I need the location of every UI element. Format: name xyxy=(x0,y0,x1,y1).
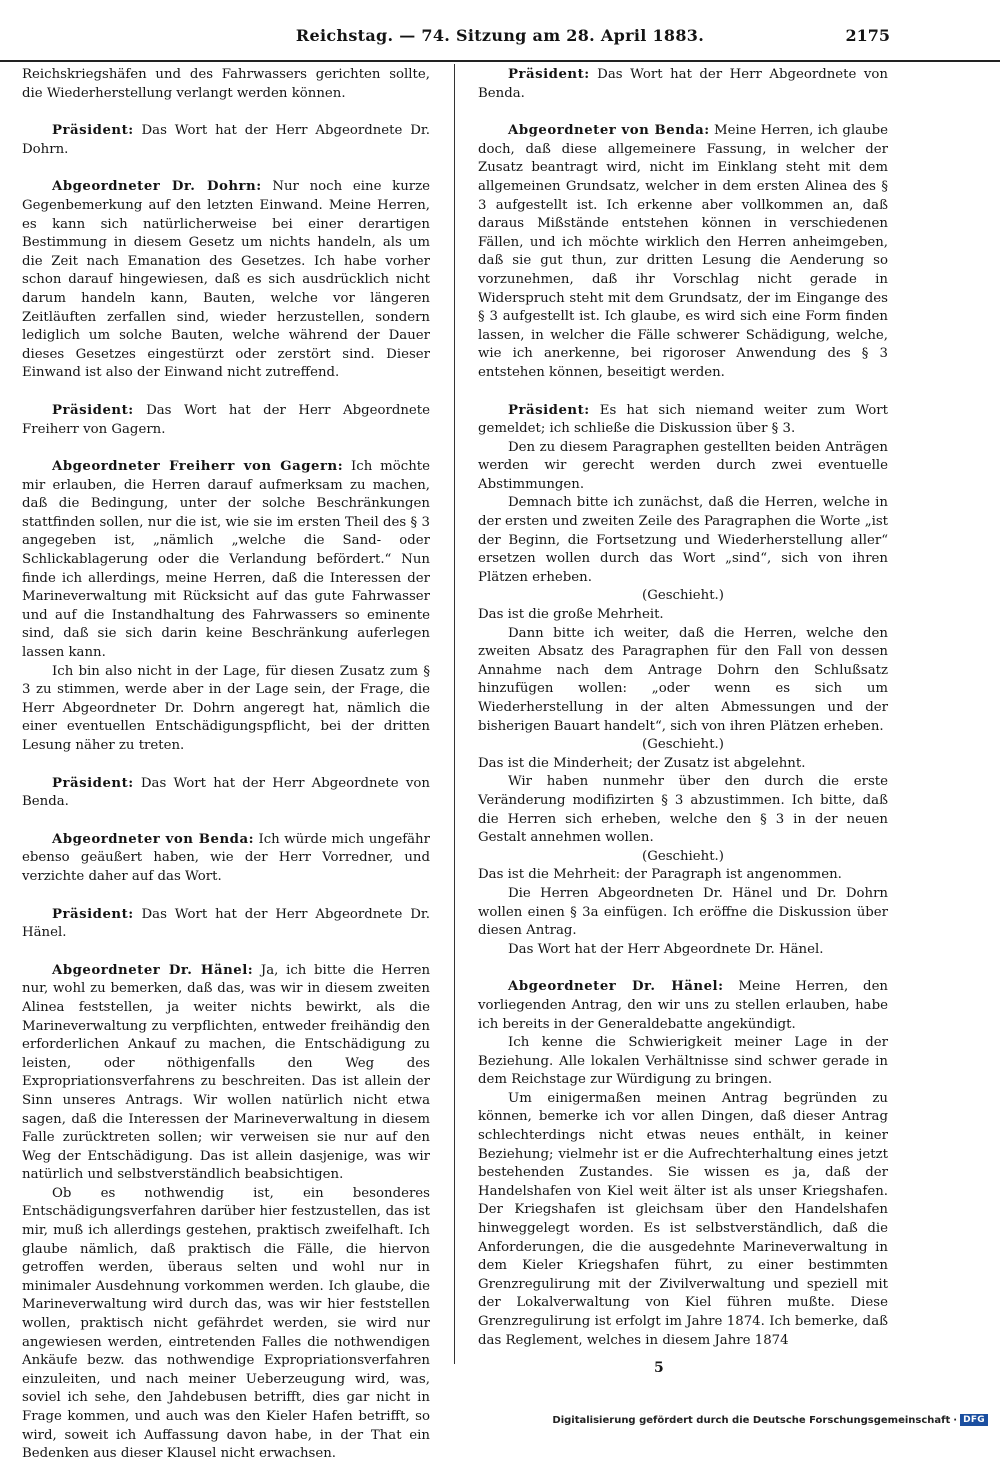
speech-text: Meine Herren, den vorliegenden Antrag, den wir uns zu stellen erlauben, habe ich bereits in der Generaldebatte angekündigt. xyxy=(478,979,888,1032)
speaker-name: Präsident: xyxy=(52,123,134,139)
speaker-name: Abgeordneter Dr. Hänel: xyxy=(52,962,254,978)
speech-text: Das Wort hat der Herr Abgeordnete Dr. Hänel. xyxy=(22,906,430,941)
speech-text: Das Wort hat der Herr Abgeordnete von Benda. xyxy=(478,67,888,101)
speech-paragraph xyxy=(22,831,430,887)
text-paragraph: (Geschieht.) xyxy=(642,737,724,753)
speech-text: Nur noch eine kurze Gegenbemerkung auf den letzten Einwand. Meine Herren, es kann sich natürlicherweise bei einer derartigen Bestimmung in diesem Gesetz um nichts handeln, als um die Zeit nach Emanation des Gesetzes. Ich habe vorher schon darauf hingewiesen, daß es sich ausdrücklich nicht darum handeln kann, Bauten, welche vor längeren Zeitläuften zerfallen sind, wieder herzustellen, sondern lediglich um solche Bauten, welche während der Dauer dieses Gesetzes eingestürzt oder zerstört sind. Dieser Einwand ist also der Einwand nicht zutreffend. xyxy=(22,179,430,381)
speech-paragraph xyxy=(478,402,888,439)
text-paragraph: Um einigermaßen meinen Antrag begründen zu können, bemerke ich vor allen Dingen, daß dieser Antrag schlechterdings nicht etwas neues enthält, in keiner Beziehung; vielmehr ist er die Aufrechterhaltung eines jetzt bestehenden Zustandes. Sie wissen es ja, daß der Handelshafen von Kiel weit älter ist als unser Kriegshafen. Der Kriegshafen ist gleichsam über den Handelshafen hinweggelegt worden. Es ist selbstverständlich, daß die Anforderungen, die die ausgedehnte Marineverwaltung in dem Kieler Kriegshafen führt, zu einer bestimmten Grenzregulirung mit der Zivilverwaltung und speziell mit der Lokalverwaltung von Kiel führen mußte. Diese Grenzregulirung ist erfolgt im Jahre 1874. Ich bemerke, daß das Reglement, welches in diesem Jahre 1874 xyxy=(478,1090,888,1348)
text-paragraph: Wir haben nunmehr über den durch die erste Veränderung modifizirten § 3 abzustimmen. Ich bitte, daß die Herren sich erheben, welche den § 3 in der neuen Gestalt annehmen wollen. xyxy=(478,774,888,846)
speech-paragraph xyxy=(22,122,430,159)
speech-text: Das Wort hat der Herr Abgeordnete Freiherr von Gagern. xyxy=(22,402,430,437)
speech-paragraph xyxy=(478,122,888,382)
text-paragraph: Ob es nothwendig ist, ein besonderes Entschädigungsverfahren darüber hier festzustellen, das ist mir, muß ich allerdings gestehen, praktisch zweifelhaft. Ich glaube nämlich, daß praktisch die Fälle, die hiervon getroffen werden, überaus selten und wohl nur in minimaler Ausdehnung vorkommen werden. Ich glaube, die Marineverwaltung wird durch das, was wir hier feststellen wollen, praktisch nicht gefährdet werden, sie wird nur angewiesen werden, eintretenden Falles die nothwendigen Ankäufe bezw. das nothwendige Expropriationsverfahren einzuleiten, und nach meiner Ueberzeugung wird, was, soviel ich sehe, den Jahdebusen betrifft, dies gar nicht in Frage kommen, und auch was den Kieler Hafen betrifft, so wird, soweit ich Auffassung davon habe, in der That ein Bedenken aus dieser Klausel nicht erwachsen. xyxy=(22,1185,430,1462)
speech-paragraph xyxy=(22,962,430,1185)
speaker-name: Abgeordneter von Benda: xyxy=(508,123,710,139)
footer-credit: Digitalisierung gefördert durch die Deutsche Forschungsgemeinschaft xyxy=(552,1414,951,1426)
speech-paragraph xyxy=(22,178,430,383)
speech-text: Ich möchte mir erlauben, die Herren darauf aufmerksam zu machen, daß die Bedingung, unter der solche Beschränkungen stattfinden sollen, nur die ist, wie sie im ersten Theil des § 3 angegeben ist, „nämlich „welche die Sand- oder Schlickablagerung oder die Verlandung befördert.“ Nun finde ich allerdings, meine Herren, daß die Interessen der Marineverwaltung mit Rücksicht auf das gute Fahrwasser und auf die Instandhaltung des Fahrwassers so eminente sind, daß sie sich darin keine Beschränkung auferlegen lassen kann. xyxy=(22,459,430,661)
speech-paragraph xyxy=(22,775,430,812)
speech-paragraph xyxy=(22,906,430,943)
text-paragraph: Den zu diesem Paragraphen gestellten beiden Anträgen werden wir gerecht werden durch zwei eventuelle Abstimmungen. xyxy=(478,439,888,492)
text-paragraph: Reichskriegshäfen und des Fahrwassers gerichten sollte, die Wiederherstellung verlangt werden können. xyxy=(22,67,430,101)
speaker-name: Präsident: xyxy=(52,775,134,791)
speaker-name: Abgeordneter Dr. Dohrn: xyxy=(52,179,262,195)
speaker-name: Abgeordneter von Benda: xyxy=(52,831,254,847)
right-column xyxy=(478,66,888,1350)
header-title: Reichstag. — 74. Sitzung am 28. April 1883. xyxy=(295,26,705,45)
page-number: 2175 xyxy=(845,26,890,45)
speech-text: Ja, ich bitte die Herren nur, wohl zu bemerken, daß das, was wir in diesem zweiten Alinea feststellen, ja weiter nichts bewirkt, als die Marineverwaltung zu verpflichten, entweder freihändig den erforderlichen Ankauf zu machen, die Entschädigung zu leisten, oder nöthigenfalls den Weg des Expropriationsverfahrens zu beschreiten. Das ist allein der Sinn unseres Antrags. Wir wollen natürlich nicht etwa sagen, daß die Interessen der Marineverwaltung in diesem Falle zurücktreten sollen; wir verweisen sie nur auf den Weg der Entschädigung. Das ist allein dasjenige, was wir natürlich und selbstverständlich beabsichtigen. xyxy=(22,962,431,1183)
speaker-name: Abgeordneter Freiherr von Gagern: xyxy=(52,459,344,475)
text-paragraph: Das ist die große Mehrheit. xyxy=(478,607,664,623)
text-paragraph: (Geschieht.) xyxy=(642,588,724,604)
speech-text: Ich würde mich ungefähr ebenso geäußert haben, wie der Herr Vorredner, und verzichte daher auf das Wort. xyxy=(22,831,430,884)
text-paragraph: (Geschieht.) xyxy=(642,848,724,864)
header-rule xyxy=(0,60,1000,62)
text-paragraph: Demnach bitte ich zunächst, daß die Herren, welche in der ersten und zweiten Zeile des Paragraphen die Worte „ist der Beginn, die Fortsetzung und Wiederherstellung aller“ ersetzen wollen durch das Wort „sind“, sich von ihren Plätzen erheben. xyxy=(478,495,888,585)
speaker-name: Präsident: xyxy=(52,906,134,922)
speech-text: Das Wort hat der Herr Abgeordnete von Benda. xyxy=(22,775,430,810)
speech-paragraph xyxy=(478,66,888,103)
speech-paragraph xyxy=(478,978,888,1034)
speech-paragraph xyxy=(22,402,430,439)
page-footer: Digitalisierung gefördert durch die Deutsche Forschungsgemeinschaft · DFG xyxy=(552,1414,988,1426)
left-column xyxy=(22,66,430,1464)
speech-text: Es hat sich niemand weiter zum Wort gemeldet; ich schließe die Diskussion über § 3. xyxy=(478,402,888,437)
column-divider xyxy=(454,64,455,1364)
text-paragraph: Ich bin also nicht in der Lage, für diesen Zusatz zum § 3 zu stimmen, werde aber in der Lage sein, der Frage, die Herr Abgeordneter Dr. Dohrn angeregt hat, nämlich die einer eventuellen Entschädigungspflicht, bei der dritten Lesung näher zu treten. xyxy=(22,663,430,753)
text-paragraph: Ich kenne die Schwierigkeit meiner Lage in der Beziehung. Alle lokalen Verhältnisse sind schwer gerade in dem Reichstage zur Würdigung zu bringen. xyxy=(478,1035,888,1088)
speaker-name: Präsident: xyxy=(52,402,134,418)
speaker-name: Präsident: xyxy=(508,402,590,418)
text-paragraph: Die Herren Abgeordneten Dr. Hänel und Dr. Dohrn wollen einen § 3a einfügen. Ich eröffne die Diskussion über diesen Antrag. xyxy=(478,885,888,939)
footnote-mark: 5 xyxy=(654,1360,664,1376)
text-paragraph: Das ist die Minderheit; der Zusatz ist abgelehnt. xyxy=(478,755,806,771)
page-header xyxy=(0,26,1000,50)
speech-text: Das Wort hat der Herr Abgeordnete Dr. Dohrn. xyxy=(22,123,430,157)
speech-paragraph xyxy=(22,458,430,663)
speech-text: Meine Herren, ich glaube doch, daß diese allgemeinere Fassung, in welcher der Zusatz beantragt wird, nicht im Einklang steht mit dem allgemeinen Grundsatz, welcher in dem ersten Alinea des § 3 aufgestellt ist. Ich erkenne aber vollkommen an, daß daraus Mißstände entstehen können in verschiedenen Fällen, und ich möchte wirklich den Herren anheimgeben, daß sie gut thun, zur dritten Lesung die Aenderung so vorzunehmen, daß ihr Vorschlag nicht gerade in Widerspruch steht mit dem Grundsatz, der im Eingange des § 3 aufgestellt ist. Ich glaube, es wird sich eine Form finden lassen, in welcher die Fälle schwerer Schädigung, welche, wie ich anerkenne, bei rigoroser Anwendung des § 3 entstehen können, beseitigt werden. xyxy=(478,123,888,380)
text-paragraph: Das Wort hat der Herr Abgeordnete Dr. Hänel. xyxy=(508,941,824,957)
speaker-name: Präsident: xyxy=(508,67,590,82)
text-paragraph: Das ist die Mehrheit: der Paragraph ist angenommen. xyxy=(478,867,842,883)
speaker-name: Abgeordneter Dr. Hänel: xyxy=(508,979,724,995)
text-paragraph: Dann bitte ich weiter, daß die Herren, welche den zweiten Absatz des Paragraphen für den Fall von dessen Annahme nach dem Antrage Dohrn den Schlußsatz hinzufügen wollen: „oder wenn es sich um Wiederherstellung in der alten Abmessungen und der bisherigen Bauart handelt“, sich von ihren Plätzen erheben. xyxy=(478,625,888,734)
dfg-logo: DFG xyxy=(960,1414,988,1426)
